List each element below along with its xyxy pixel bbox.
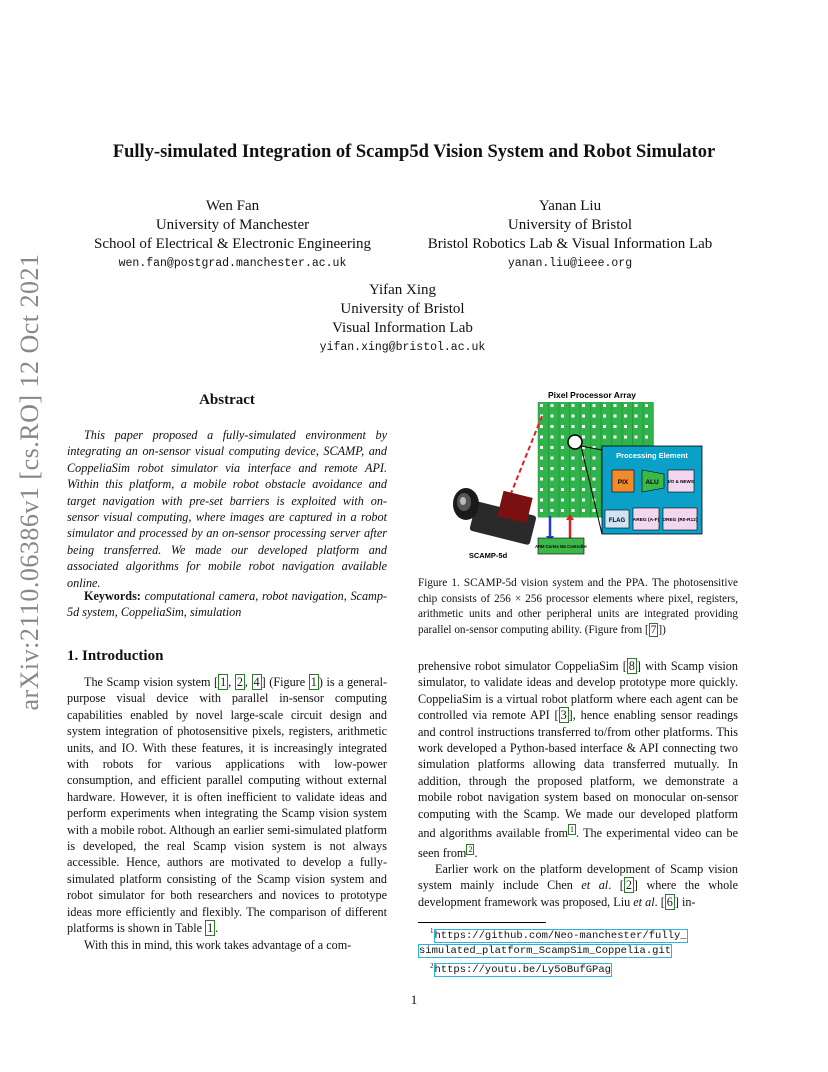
section-heading: 1. Introduction: [67, 648, 164, 664]
grid-cell: [593, 436, 596, 439]
grid-cell: [593, 425, 596, 428]
zoom-line: [510, 416, 542, 496]
author-affiliation: University of Bristol: [507, 217, 633, 233]
paper-title: Fully-simulated Integration of Scamp5d Vision System and Robot Simulator: [112, 142, 716, 162]
grid-cell: [540, 436, 543, 439]
author-block-2: [405, 197, 735, 273]
grid-cell: [572, 488, 575, 491]
grid-cell: [593, 488, 596, 491]
grid-cell: [561, 467, 564, 470]
grid-cell: [561, 499, 564, 502]
citation-link[interactable]: 7: [650, 623, 657, 636]
grid-cell: [603, 415, 606, 418]
grid-cell: [635, 415, 638, 418]
grid-cell: [561, 488, 564, 491]
pe-highlight-circle: [568, 435, 582, 449]
grid-cell: [551, 415, 554, 418]
grid-cell: [540, 478, 543, 481]
grid-cell: [582, 415, 585, 418]
grid-cell: [572, 499, 575, 502]
footnote-mark[interactable]: 2: [468, 844, 473, 854]
grid-cell: [582, 467, 585, 470]
citation-link[interactable]: 1: [220, 675, 227, 689]
figure-label-alu: ALU: [645, 479, 659, 486]
grid-cell: [593, 509, 596, 512]
figure-label-pix: PIX: [617, 479, 629, 486]
arxiv-stamp: arXiv:2110.06386v1 [cs.RO] 12 Oct 2021: [15, 253, 44, 711]
grid-cell: [593, 467, 596, 470]
table-ref-link[interactable]: 1: [207, 921, 214, 936]
author-name: Yanan Liu: [538, 198, 602, 214]
grid-cell: [582, 488, 585, 491]
keywords-label: Keywords:: [84, 589, 141, 603]
grid-cell: [582, 499, 585, 502]
author-affiliation: School of Electrical & Electronic Engineering: [94, 236, 371, 252]
figure-label-scamp: SCAMP-5d: [468, 551, 508, 560]
grid-cell: [624, 404, 627, 407]
figure-label-io: I/O & NEWS: [668, 479, 694, 484]
grid-cell: [635, 404, 638, 407]
grid-cell: [624, 415, 627, 418]
grid-cell: [540, 446, 543, 449]
paragraph: Earlier work on the platform development of Scamp vision system mainly include Chen et al. [ 2 ] where the whole development framework was proposed, Liu et al. [ 6 ] in-: [418, 862, 738, 909]
grid-cell: [645, 404, 648, 407]
citation-link[interactable]: 8: [628, 659, 635, 673]
grid-cell: [551, 488, 554, 491]
figure-ref-link[interactable]: 1: [310, 675, 317, 689]
left-column-text: [67, 674, 387, 953]
grid-cell: [603, 425, 606, 428]
author-name: Yifan Xing: [368, 282, 437, 298]
grid-cell: [645, 415, 648, 418]
abstract-heading: Abstract: [199, 392, 255, 408]
grid-cell: [593, 457, 596, 460]
grid-cell: [593, 478, 596, 481]
footnote-2: $^2$https://youtu.be/Ly5oBufGPag: [430, 961, 611, 977]
grid-cell: [624, 425, 627, 428]
grid-cell: [582, 509, 585, 512]
grid-cell: [582, 478, 585, 481]
grid-cell: [614, 436, 617, 439]
paragraph: The Scamp vision system [ 1 , 2 , 4 ] (Figure 1 ) is a general-purpose visual device with parallel in-sensor computing capabilities enabled by novel large-scale circuit design and system integration of photosensitive pixels, registers, arithmetic units, and IO. With these features, it is increasingly integrated with robots for various applications with low-power consumption, and efficient parallel computing without external hardware. However, it is often inefficient to validate ideas and perform experiments when integrating the Scamp vision system with a mobile robot. Although an earlier semi-simulated platform is developed, the real Scamp vision system is not always accessible. Hence, authors are motivated to develop a fully-simulated platform consisting of the Scamp vision system and robot simulator for both researchers and novices to prototype ideas more efficiently and flexibly. The comparison of different platforms is shown in Table 1 .: [67, 675, 388, 936]
abstract-text: This paper proposed a fully-simulated environment by integrating an on-sensor visual computing device, SCAMP, and CoppeliaSim robot simulator via interface and remote API. Within this platform, a mobile robot obstacle avoidance and target navigation with pre-set barriers is exploited with on-sensor visual computing, where images are captured in a robot simulator and processed by an on-sensor processing server after being transferred. We made our developed platform and associated algorithms for mobile robot navigation available online.: [67, 428, 387, 590]
author-affiliation: Visual Information Lab: [332, 320, 473, 336]
grid-cell: [551, 425, 554, 428]
grid-cell: [561, 425, 564, 428]
footnote-link[interactable]: https://github.com/Neo-manchester/fully_: [434, 929, 687, 942]
grid-cell: [561, 415, 564, 418]
grid-cell: [551, 457, 554, 460]
grid-cell: [540, 509, 543, 512]
grid-cell: [582, 404, 585, 407]
footnote-1-cont: [418, 943, 688, 959]
footnote-link[interactable]: https://youtu.be/Ly5oBufGPag: [434, 964, 611, 977]
grid-cell: [645, 425, 648, 428]
grid-cell: [572, 478, 575, 481]
footnote-mark[interactable]: 1: [570, 825, 575, 835]
grid-cell: [540, 488, 543, 491]
citation-link[interactable]: 4: [253, 675, 260, 689]
grid-cell: [561, 457, 564, 460]
grid-cell: [551, 499, 554, 502]
camera-illustration: [453, 488, 537, 545]
grid-cell: [645, 436, 648, 439]
grid-cell: [540, 404, 543, 407]
grid-cell: [572, 457, 575, 460]
grid-cell: [572, 425, 575, 428]
figure-label-flag: FLAG: [608, 518, 626, 524]
page-number: 1: [410, 992, 418, 1007]
grid-cell: [572, 415, 575, 418]
author-affiliation: University of Bristol: [340, 301, 465, 317]
grid-cell: [561, 404, 564, 407]
author-block-3: [250, 281, 555, 357]
footnote-1: $^1$https://github.com/Neo-manchester/fully_: [430, 927, 687, 942]
figure-label-ppa: Pixel Processor Array: [547, 390, 637, 400]
citation-link[interactable]: 3: [560, 708, 567, 723]
grid-cell: [551, 436, 554, 439]
grid-cell: [582, 425, 585, 428]
author-email[interactable]: wen.fan@postgrad.manchester.ac.uk: [118, 257, 347, 270]
footnote-rule: [418, 922, 546, 923]
author-affiliation: Bristol Robotics Lab & Visual Information Lab: [427, 236, 713, 252]
figure-caption: Figure 1. SCAMP-5d vision system and the PPA. The photosensitive chip consists of 256 × 256 processor elements where pixel, registers, arithmetic units and other peripheral units are integrated providing parallel on-sensor computing ability. (Figure from [ 7 ]): [418, 577, 738, 636]
author-block-1: [80, 197, 385, 273]
grid-cell: [614, 425, 617, 428]
author-email[interactable]: yanan.liu@ieee.org: [507, 257, 633, 270]
keywords-list: computational camera, robot navigation, Scamp-5d system, CoppeliaSim, simulation: [67, 589, 387, 620]
keywords: [67, 588, 387, 621]
grid-cell: [551, 446, 554, 449]
footnote-link[interactable]: simulated_platform_ScampSim_Coppelia.git: [419, 945, 672, 958]
grid-cell: [635, 436, 638, 439]
grid-cell: [540, 457, 543, 460]
grid-cell: [551, 478, 554, 481]
grid-cell: [561, 446, 564, 449]
right-column-text: [418, 658, 738, 910]
author-name: Wen Fan: [205, 198, 260, 214]
figure-label-arm: ARM Cortex M4 Controller: [534, 544, 588, 549]
grid-cell: [603, 404, 606, 407]
grid-cell: [614, 404, 617, 407]
citation-link[interactable]: 6: [666, 894, 673, 909]
grid-cell: [593, 404, 596, 407]
grid-cell: [540, 499, 543, 502]
paragraph: prehensive robot simulator CoppeliaSim [ 8 ] with Scamp vision simulator, to validate ideas and develop prototype more quickly. CoppeliaSim is a virtual robot platform where each agent can be controlled via remote API [ 3 ], hence enabling sensor readings and control instructions transferred to/from other platforms. This work developed a Python-based interface & API connecting two simulation platforms allowing data transferred mutually. In addition, through the proposed platform, we demonstrate a mobile robot navigation system based on monocular on-sensor computing with the Scamp. We made our developed platform and algorithms available from $^1$ . The experimental video can be seen from $^2$ .: [418, 659, 738, 860]
grid-cell: [551, 404, 554, 407]
citation-link[interactable]: 2: [625, 878, 632, 893]
figure-label-dreg: DREG (R0-R12): [662, 518, 698, 523]
grid-cell: [635, 425, 638, 428]
grid-cell: [582, 436, 585, 439]
grid-cell: [561, 509, 564, 512]
author-email[interactable]: yifan.xing@bristol.ac.uk: [319, 341, 486, 354]
grid-cell: [572, 509, 575, 512]
grid-cell: [593, 415, 596, 418]
grid-cell: [572, 467, 575, 470]
grid-cell: [540, 425, 543, 428]
grid-cell: [561, 436, 564, 439]
grid-cell: [624, 436, 627, 439]
grid-cell: [540, 467, 543, 470]
citation-link[interactable]: 2: [236, 675, 243, 689]
grid-cell: [551, 509, 554, 512]
paragraph: With this in mind, this work takes advantage of a com-: [84, 937, 352, 952]
grid-cell: [551, 467, 554, 470]
author-affiliation: University of Manchester: [155, 217, 310, 233]
footnotes: [418, 924, 688, 978]
figure-label-pe: Processing Element: [616, 451, 688, 460]
grid-cell: [561, 478, 564, 481]
grid-cell: [603, 436, 606, 439]
figure-label-areg: AREG (A-F): [632, 518, 660, 523]
grid-cell: [572, 404, 575, 407]
figure-scamp5d-diagram: [452, 386, 740, 572]
grid-cell: [614, 415, 617, 418]
